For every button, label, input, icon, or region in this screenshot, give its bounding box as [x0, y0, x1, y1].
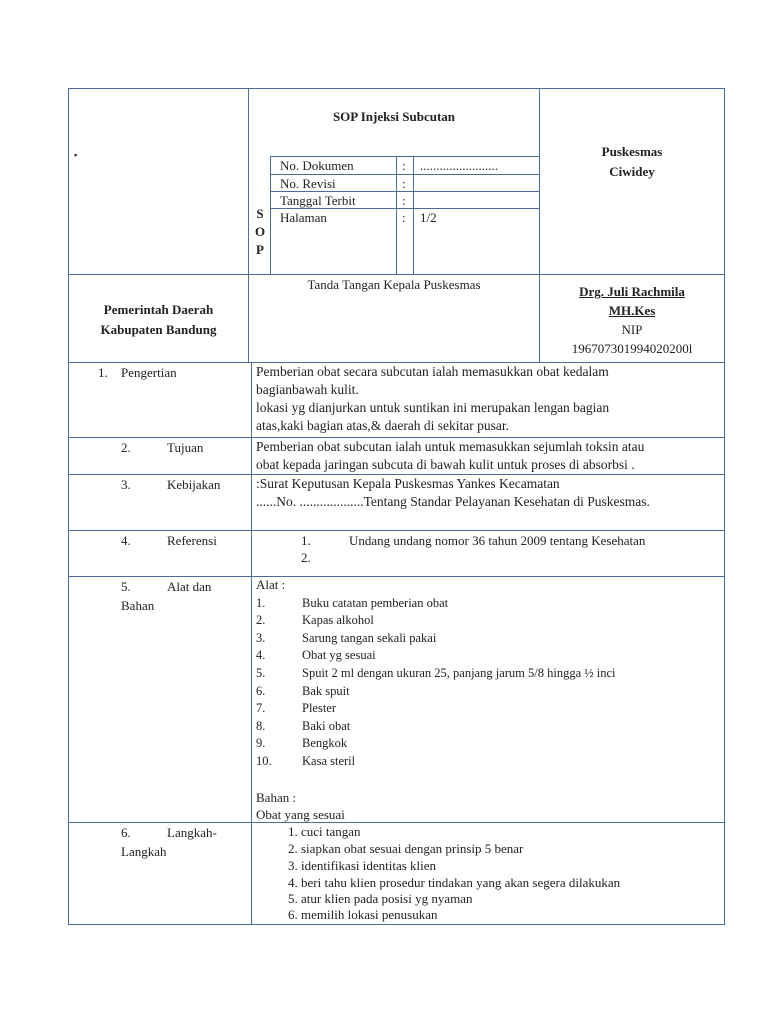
- tujuan-content: [256, 438, 722, 474]
- step-item: 1. cuci tangan: [288, 824, 361, 839]
- step-item: 2. siapkan obat sesuai dengan prinsip 5 benar: [288, 841, 524, 856]
- section-number: 3.: [121, 477, 131, 492]
- content-line: ......No. ...................Tentang Standar Pelayanan Kesehatan di Puskesmas.: [256, 494, 650, 509]
- list-number: 9.: [256, 736, 266, 750]
- organization-name: [540, 142, 724, 182]
- organization-line: Ciwidey: [609, 164, 655, 179]
- list-number: 2.: [256, 613, 266, 627]
- section-number: 6.: [121, 825, 131, 840]
- section-label-langkah-2: Langkah: [121, 844, 167, 859]
- pengertian-content: [256, 363, 722, 435]
- content-line: lokasi yg dianjurkan untuk suntikan ini merupakan lengan bagian: [256, 400, 610, 415]
- list-item: Sarung tangan sekali pakai: [302, 631, 437, 645]
- divider: [68, 530, 725, 531]
- sop-letter: P: [256, 242, 264, 257]
- list-item: Undang undang nomor 36 tahun 2009 tentang Kesehatan: [349, 533, 646, 548]
- bahan-text: Obat yang sesuai: [256, 807, 345, 822]
- bahan-title: Bahan :: [256, 790, 297, 805]
- divider: [68, 576, 725, 577]
- section-label-bahan: Bahan: [121, 598, 155, 613]
- list-number: 3.: [256, 631, 266, 645]
- nip-label: NIP: [621, 322, 643, 337]
- list-number: 1.: [301, 533, 311, 548]
- sop-letter: O: [254, 224, 266, 239]
- signatory-block: [540, 282, 724, 358]
- list-number: 7.: [256, 701, 266, 715]
- signatory-title: MH.Kes: [608, 303, 656, 318]
- divider: [68, 274, 725, 275]
- step-item: 3. identifikasi identitas klien: [288, 858, 437, 873]
- list-number: 10.: [256, 754, 272, 768]
- list-number: 5.: [256, 666, 266, 680]
- organization-line: Puskesmas: [601, 144, 663, 159]
- list-number: 2.: [301, 550, 311, 565]
- content-line: obat kepada jaringan subcuta di bawah kulit untuk proses di absorbsi .: [256, 457, 635, 472]
- list-item: Baki obat: [302, 719, 351, 733]
- table-border-bottom: [68, 924, 725, 925]
- content-line: Pemberian obat subcutan ialah untuk memasukkan sejumlah toksin atau: [256, 439, 645, 454]
- meta-value-dokumen: ........................: [420, 158, 498, 173]
- section-number: 2.: [121, 440, 131, 455]
- divider: [248, 88, 249, 362]
- signature-caption: Tanda Tangan Kepala Puskesmas: [307, 277, 481, 292]
- divider: [251, 362, 252, 925]
- meta-sep: :: [402, 193, 406, 208]
- section-label-alat: Alat dan: [167, 579, 212, 594]
- section-number: 4.: [121, 533, 131, 548]
- list-number: 6.: [256, 684, 266, 698]
- section-label-referensi: Referensi: [167, 533, 217, 548]
- content-line: bagianbawah kulit.: [256, 382, 359, 397]
- nip-value: 196707301994020200l: [571, 341, 693, 356]
- list-number: 1.: [256, 596, 266, 610]
- sop-letter: S: [256, 206, 264, 221]
- section-label-kebijakan: Kebijakan: [167, 477, 221, 492]
- list-item: Obat yg sesuai: [302, 648, 376, 662]
- list-item: Bak spuit: [302, 684, 350, 698]
- government-label: [69, 300, 248, 340]
- meta-label-dokumen: No. Dokumen: [280, 158, 354, 173]
- section-number: 5.: [121, 579, 131, 594]
- list-item: Buku catatan pemberian obat: [302, 596, 449, 610]
- meta-label-revisi: No. Revisi: [280, 176, 336, 191]
- signatory-name: Drg. Juli Rachmila: [579, 284, 685, 299]
- table-border-left: [68, 88, 69, 925]
- list-item: Spuit 2 ml dengan ukuran 25, panjang jarum 5/8 hingga ½ inci: [302, 666, 616, 680]
- step-item: 6. memilih lokasi penusukan: [288, 907, 438, 922]
- list-item: Bengkok: [302, 736, 348, 750]
- content-line: :Surat Keputusan Kepala Puskesmas Yankes Kecamatan: [256, 476, 560, 491]
- list-item: Plester: [302, 701, 337, 715]
- divider: [68, 822, 725, 823]
- step-item: 4. beri tahu klien prosedur tindakan yang akan segera dilakukan: [288, 875, 621, 890]
- table-border-top: [68, 88, 725, 89]
- sop-vertical-label: [251, 205, 269, 259]
- list-number: 8.: [256, 719, 266, 733]
- content-line: Pemberian obat secara subcutan ialah memasukkan obat kedalam: [256, 364, 609, 379]
- kebijakan-content: [256, 475, 722, 511]
- meta-sep: :: [402, 158, 406, 173]
- meta-sep: :: [402, 176, 406, 191]
- section-number: 1.: [98, 365, 108, 380]
- content-line: atas,kaki bagian atas,& daerah di sekitar pusar.: [256, 418, 510, 433]
- table-border-right: [724, 88, 725, 925]
- meta-sep: :: [402, 210, 406, 225]
- bullet-mark: ▪: [74, 150, 78, 160]
- section-label-langkah: Langkah-: [167, 825, 217, 840]
- document-title: SOP Injeksi Subcutan: [332, 109, 456, 124]
- section-label-tujuan: Tujuan: [167, 440, 204, 455]
- list-item: Kapas alkohol: [302, 613, 374, 627]
- government-line: Kabupaten Bandung: [100, 322, 217, 337]
- step-item: 5. atur klien pada posisi yg nyaman: [288, 891, 473, 906]
- list-number: 4.: [256, 648, 266, 662]
- list-item: Kasa steril: [302, 754, 356, 768]
- government-line: Pemerintah Daerah: [103, 302, 214, 317]
- alat-title: Alat :: [256, 577, 286, 592]
- meta-value-halaman: 1/2: [420, 210, 437, 225]
- section-label-pengertian: Pengertian: [121, 365, 177, 380]
- meta-label-halaman: Halaman: [280, 210, 327, 225]
- meta-label-tanggal: Tanggal Terbit: [280, 193, 356, 208]
